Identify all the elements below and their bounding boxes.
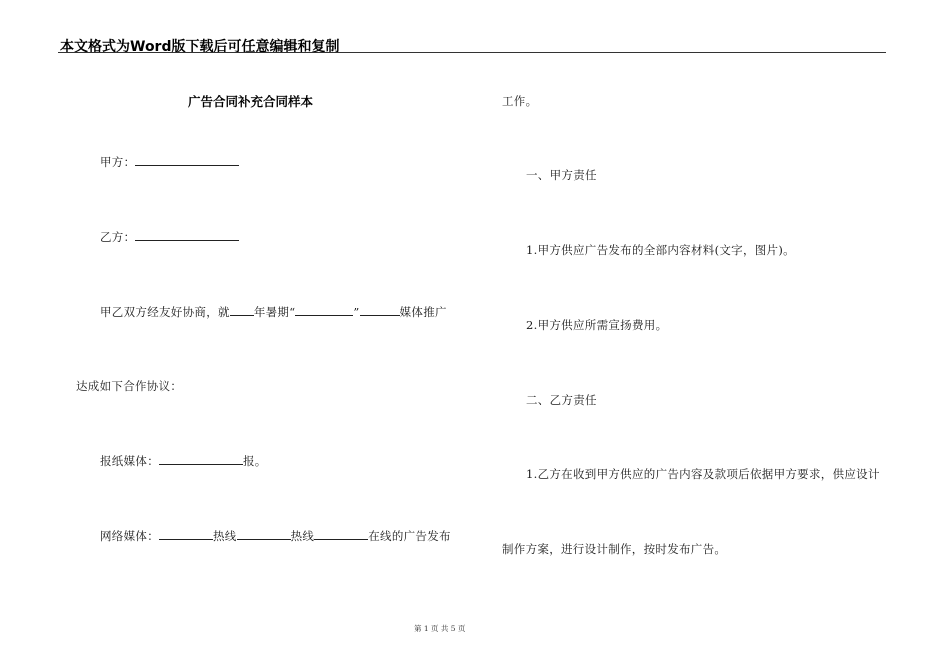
hotline-1: 热线 (213, 529, 237, 543)
section-1-item-1: 1.甲方供应广告发布的全部内容材料(文字，图片)。 (526, 243, 795, 257)
document-banner: 本文格式为Word版下载后可任意编辑和复制 (60, 39, 340, 55)
intro-text-2: 年暑期“ (253, 305, 296, 319)
section-1-item-2: 2.甲方供应所需宣扬费用。 (526, 318, 668, 332)
party-a-blank (135, 154, 239, 166)
intro-text-1: 甲乙双方经友好协商，就 (100, 305, 230, 319)
intro-text-4: 媒体推广 (399, 305, 447, 319)
party-b-label: 乙方： (100, 230, 136, 244)
network-blank-3 (314, 528, 368, 540)
media-blank (360, 304, 400, 316)
network-label: 网络媒体： (100, 529, 159, 543)
agreement-intro-continued: 达成如下合作协议： (76, 379, 183, 393)
network-media-line (100, 528, 451, 544)
party-a-line (100, 154, 239, 170)
section-2-item-1: 1.乙方在收到甲方供应的广告内容及款项后依据甲方要求，供应设计 (526, 467, 880, 481)
intro-text-3: ” (353, 305, 360, 319)
hotline-2: 热线 (290, 529, 315, 543)
document-title: 广告合同补充合同样本 (188, 94, 314, 109)
work-continuation: 工作。 (502, 94, 538, 108)
banner-divider (58, 52, 886, 53)
network-blank-1 (159, 528, 213, 540)
newspaper-label: 报纸媒体： (100, 454, 159, 468)
section-2-title: 二、乙方责任 (526, 393, 597, 407)
agreement-intro-line (100, 304, 447, 320)
newspaper-media-line (100, 453, 267, 469)
newspaper-blank (159, 453, 243, 465)
online-suffix: 在线的广告发布 (368, 529, 451, 543)
party-b-blank (135, 229, 239, 241)
page-indicator: 第 1 页 共 5 页 (414, 624, 466, 633)
event-name-blank (295, 304, 353, 316)
section-1-title: 一、甲方责任 (526, 168, 597, 182)
year-blank (230, 304, 254, 316)
party-a-label: 甲方： (100, 155, 136, 169)
network-blank-2 (237, 528, 291, 540)
party-b-line (100, 229, 239, 245)
section-2-item-1-continued: 制作方案，进行设计制作，按时发布广告。 (502, 542, 727, 556)
newspaper-suffix: 报。 (243, 454, 267, 468)
